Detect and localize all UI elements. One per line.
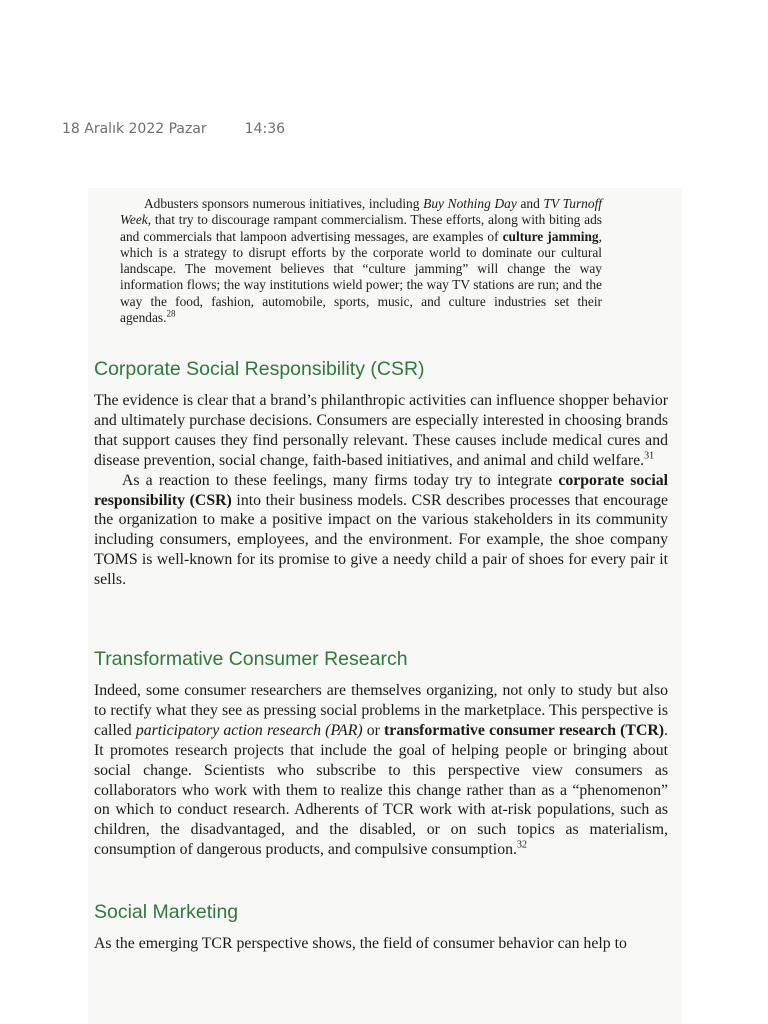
text-run: into their business models. CSR describes processes that encourage the organization to make a positive impact on the various stakeholders in its community including consumers, employees, and the environment. For example, the shoe company TOMS is well-known for its promise to give a needy child a pair of shoes for every pair it sells. [94, 491, 668, 589]
section-heading: Social Marketing [94, 901, 239, 923]
footnote-ref: 28 [166, 308, 176, 319]
paragraph [94, 471, 668, 590]
adbusters-paragraph [120, 196, 602, 326]
paragraph: As the emerging TCR perspective shows, the field of consumer behavior can help to [94, 935, 627, 952]
italic-term: participatory action research (PAR) [135, 721, 363, 739]
paragraph [94, 391, 668, 471]
note-date: 18 Aralık 2022 Pazar [62, 121, 207, 137]
text-run: , that try to discourage rampant commercialism. These efforts, along with biting ads and commercials that lampoon advertising messages, are examples of [120, 212, 602, 244]
key-term: corporate social responsibility (CSR) [94, 471, 668, 509]
section-tcr [94, 648, 668, 860]
text-run: . It promotes research projects that include the goal of helping people or bringing about social change. Scientists who subscribe to this perspective view consumers as collaborators who work with them to realize this change rather than as a “phenomenon” on which to conduct research. Adherents of TCR work with at-risk populations, such as children, the disadvantaged, and the disabled, or on such topics as materialism, consumption of dangerous products, and compulsive consumption. [94, 721, 668, 859]
text-run: or [362, 721, 385, 739]
footnote-ref: 31 [644, 450, 655, 462]
text-run: and [516, 196, 544, 211]
pasted-page-image [88, 188, 682, 1024]
text-run: The evidence is clear that a brand’s philanthropic activities can influence shopper behavior and ultimately purchase decisions. Consumers are especially interested in choosing brands that support causes they find personally relevant. These causes include medical cures and disease prevention, social change, faith-based initiatives, and animal and child welfare. [94, 392, 668, 469]
text-run: Adbusters sponsors numerous initiatives, including [144, 196, 424, 211]
section-heading: Corporate Social Responsibility (CSR) [94, 358, 425, 380]
text-run: , which is a strategy to disrupt efforts by the corporate world to dominate our cultural landscape. The movement believes that “culture jamming” will change the way information flows; the way institutions wield power; the way TV stations are run; and the way the food, fashion, automobile, sports, music, and culture industries set their agendas. [120, 228, 602, 326]
note-time: 14:36 [244, 121, 286, 137]
text-run: Indeed, some consumer researchers are themselves organizing, not only to study but also to rectify what they see as pressing social problems in the marketplace. This perspective is called [94, 682, 668, 739]
footnote-ref: 32 [516, 839, 527, 851]
section-social-marketing [94, 901, 668, 954]
text-run: As a reaction to these feelings, many firms today try to integrate [122, 471, 559, 489]
section-csr [94, 358, 668, 590]
paragraph [94, 681, 668, 860]
italic-term: TV Turnoff Week [120, 196, 603, 228]
key-term: culture jamming [502, 228, 599, 244]
note-timestamp [62, 121, 285, 137]
section-heading: Transformative Consumer Research [94, 648, 408, 670]
italic-term: Buy Nothing Day [423, 196, 517, 211]
key-term: transformative consumer research (TCR) [384, 721, 665, 739]
